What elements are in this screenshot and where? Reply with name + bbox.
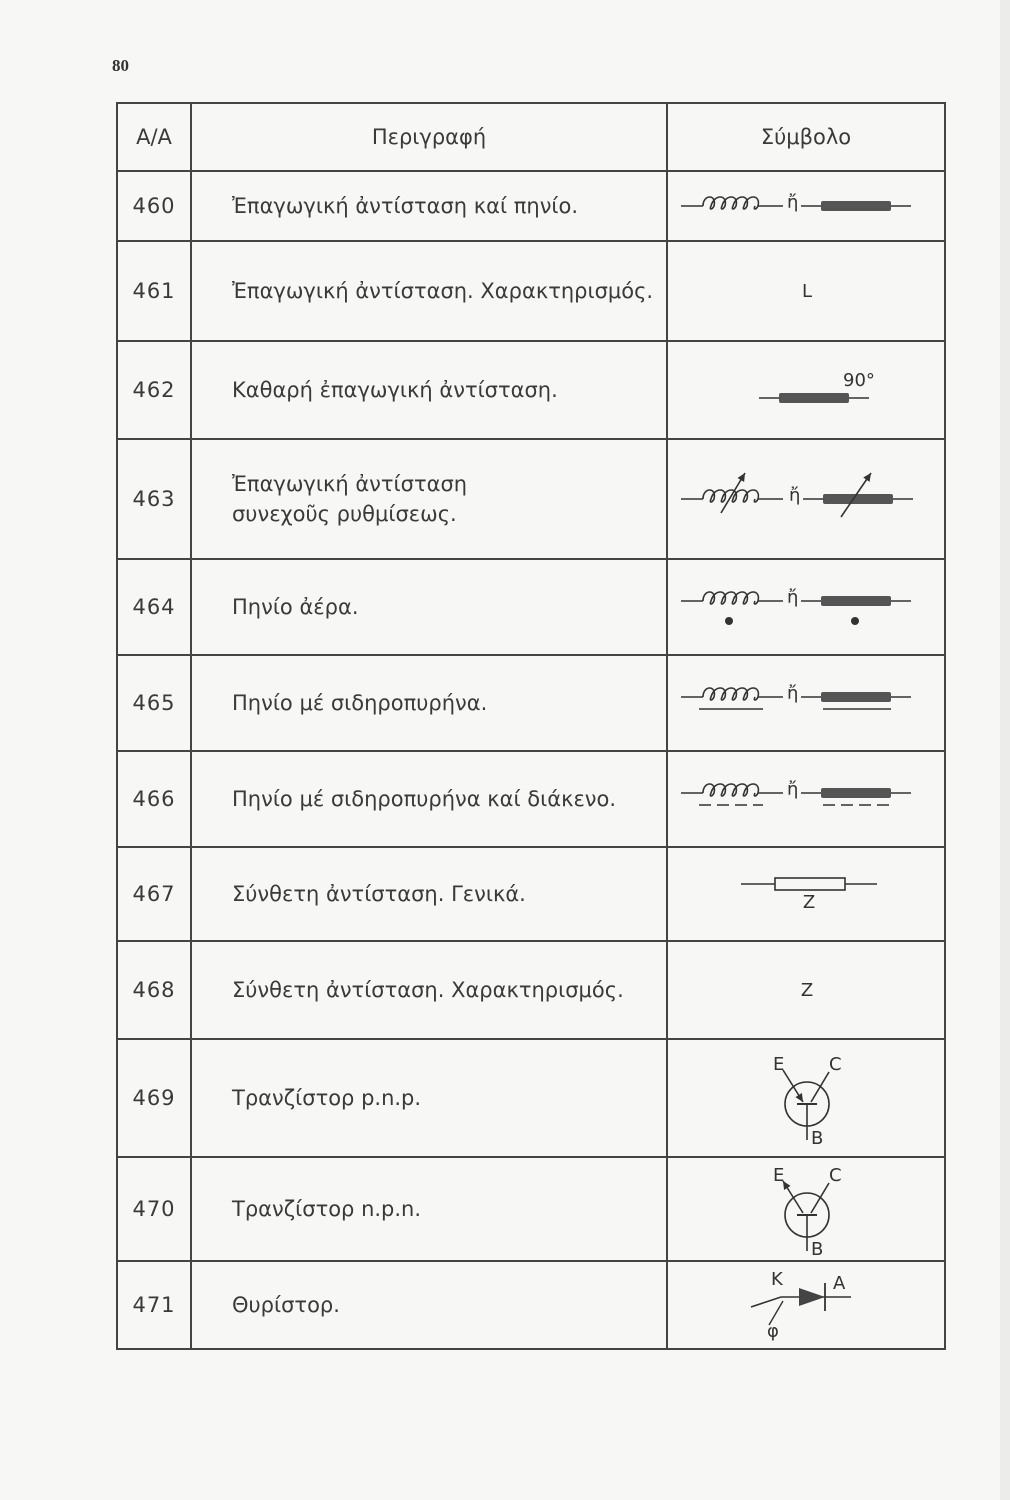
collector-label: C — [829, 1165, 842, 1186]
row-number: 471 — [117, 1261, 191, 1349]
row-symbol — [667, 171, 945, 241]
symbol-table — [116, 102, 946, 1350]
or-label: ἤ — [787, 683, 799, 704]
row-symbol — [667, 341, 945, 439]
table-row — [117, 171, 945, 241]
symbol-drawing — [671, 174, 941, 238]
page-number: 80 — [112, 56, 129, 75]
row-description: Ἐπαγωγική ἀντίσταση καί πηνίο. — [191, 171, 667, 241]
table-row — [117, 439, 945, 559]
table-row — [117, 1157, 945, 1261]
air-core-coil-icon — [681, 592, 783, 604]
symbol-drawing — [671, 562, 941, 652]
row-symbol — [667, 941, 945, 1039]
impedance-icon — [741, 878, 877, 890]
variable-bar-icon — [803, 494, 913, 504]
row-number: 463 — [117, 439, 191, 559]
row-number: 464 — [117, 559, 191, 655]
symbol-drawing — [671, 442, 941, 556]
row-symbol — [667, 1039, 945, 1157]
air-core-dot-icon — [851, 617, 859, 625]
row-symbol — [667, 1261, 945, 1349]
row-description: Τρανζίστορ n.p.n. — [191, 1157, 667, 1261]
table-row — [117, 1261, 945, 1349]
row-symbol — [667, 241, 945, 341]
header-symbol: Σύμβολο — [667, 103, 945, 171]
row-description: Ἐπαγωγική ἀντίσταση. Χαρακτηρισμός. — [191, 241, 667, 341]
row-description: Σύνθετη ἀντίσταση. Γενικά. — [191, 847, 667, 941]
or-label: ἤ — [787, 779, 799, 800]
base-label: B — [811, 1128, 824, 1149]
iron-core-bar-icon — [801, 788, 911, 798]
table-header-row — [117, 103, 945, 171]
inductor-bar-icon — [801, 201, 911, 211]
symbol-letter: L — [801, 281, 813, 302]
page-edge — [1000, 0, 1010, 1500]
row-symbol — [667, 847, 945, 941]
row-symbol — [667, 751, 945, 847]
symbol-drawing — [671, 944, 941, 1036]
row-number: 467 — [117, 847, 191, 941]
symbol-drawing — [671, 850, 941, 938]
row-number: 468 — [117, 941, 191, 1039]
symbol-drawing — [671, 244, 941, 338]
table-row — [117, 559, 945, 655]
phase-label: 90° — [843, 370, 875, 391]
symbol-drawing — [671, 1264, 941, 1346]
row-symbol — [667, 559, 945, 655]
row-description: Πηνίο ἀέρα. — [191, 559, 667, 655]
table-row — [117, 341, 945, 439]
iron-core-bar-icon — [801, 692, 911, 702]
row-description: Πηνίο μέ σιδηροπυρήνα. — [191, 655, 667, 751]
row-number: 466 — [117, 751, 191, 847]
or-label: ἤ — [787, 192, 799, 213]
collector-label: C — [829, 1054, 842, 1075]
or-label: ἤ — [787, 587, 799, 608]
base-label: B — [811, 1239, 824, 1258]
anode-label: A — [833, 1273, 846, 1294]
table-row — [117, 847, 945, 941]
row-description: Πηνίο μέ σιδηροπυρήνα καί διάκενο. — [191, 751, 667, 847]
iron-core-coil-icon — [681, 784, 783, 796]
row-number: 469 — [117, 1039, 191, 1157]
symbol-drawing — [671, 1160, 941, 1258]
row-symbol — [667, 1157, 945, 1261]
pure-inductance-icon — [759, 393, 869, 403]
table-row — [117, 655, 945, 751]
row-description: Ἐπαγωγική ἀντίσταση συνεχοῦς ρυθμίσεως. — [191, 439, 667, 559]
row-number: 465 — [117, 655, 191, 751]
table-row — [117, 241, 945, 341]
row-number: 461 — [117, 241, 191, 341]
row-description: Καθαρή ἐπαγωγική ἀντίσταση. — [191, 341, 667, 439]
symbol-drawing — [671, 754, 941, 844]
symbol-drawing — [671, 344, 941, 436]
row-number: 462 — [117, 341, 191, 439]
table-row — [117, 1039, 945, 1157]
row-number: 470 — [117, 1157, 191, 1261]
row-description: Τρανζίστορ p.n.p. — [191, 1039, 667, 1157]
row-description: Σύνθετη ἀντίσταση. Χαρακτηρισμός. — [191, 941, 667, 1039]
header-description: Περιγραφή — [191, 103, 667, 171]
symbol-letter: Z — [800, 980, 814, 1001]
air-core-bar-icon — [801, 596, 911, 606]
gate-label: φ — [767, 1321, 779, 1342]
symbol-drawing — [671, 658, 941, 748]
cathode-label: K — [771, 1269, 783, 1290]
symbol-drawing — [671, 1042, 941, 1154]
air-core-dot-icon — [725, 617, 733, 625]
header-aa: Α/Α — [117, 103, 191, 171]
emitter-label: E — [773, 1165, 785, 1186]
impedance-label: Z — [802, 892, 816, 913]
row-symbol — [667, 439, 945, 559]
row-description: Θυρίστορ. — [191, 1261, 667, 1349]
or-label: ἤ — [789, 485, 801, 506]
table-row — [117, 941, 945, 1039]
table-row — [117, 751, 945, 847]
inductor-icon — [681, 197, 783, 209]
row-symbol — [667, 655, 945, 751]
emitter-label: E — [773, 1054, 785, 1075]
iron-core-coil-icon — [681, 688, 783, 700]
row-number: 460 — [117, 171, 191, 241]
